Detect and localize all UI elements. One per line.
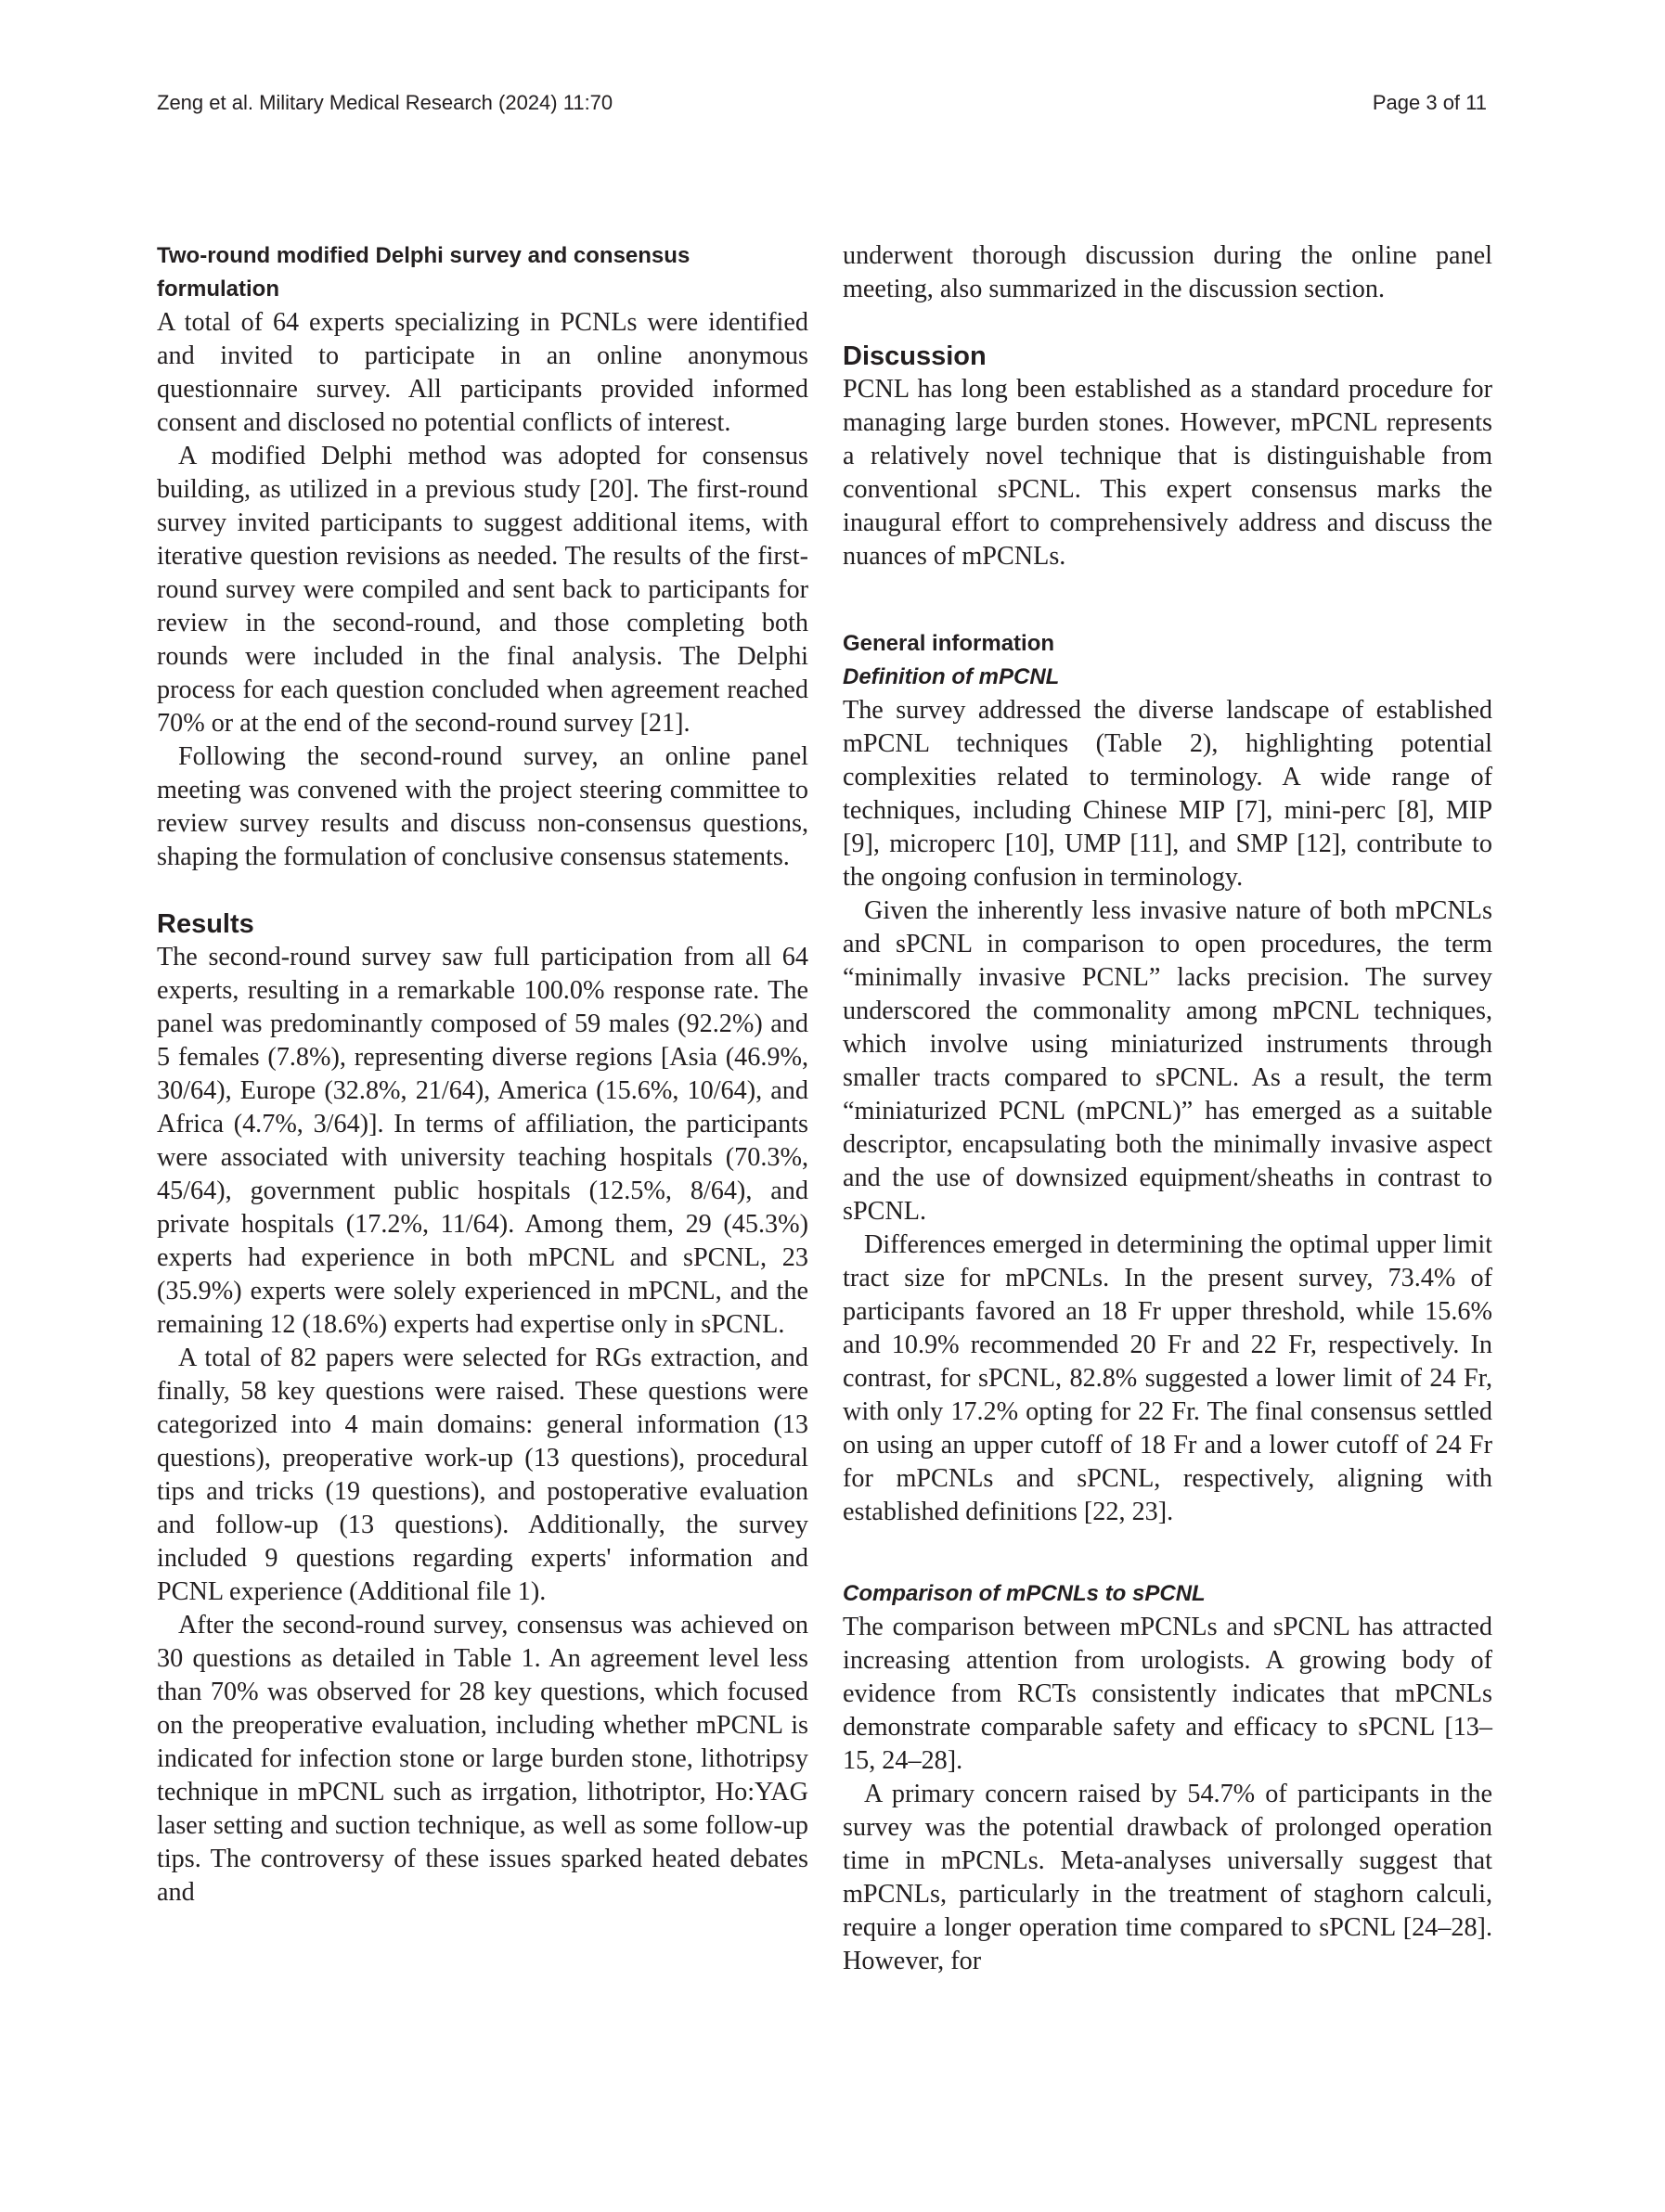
results-heading: Results (157, 909, 254, 939)
results-paragraph-3: After the second-round survey, consensus was achieved on 30 questions as detailed in Table 1. An agreement level less than 70% was observed for 28 key questions, which focused on the preoperative evaluation, including whether mPCNL is indicated for infection stone or large burden stone, lithotripsy technique in mPCNL such as irrgation, lithotriptor, Ho:YAG laser setting and suction technique, as well as some follow-up tips. The controversy of these issues sparked heated debates and (157, 1611, 808, 1907)
results-paragraph-1: The second-round survey saw full participation from all 64 experts, resulting in a remarkable 100.0% response rate. The panel was predominantly composed of 59 males (92.2%) and 5 females (7.8%), representing diverse regions [Asia (46.9%, 30/64), Europe (32.8%, 21/64), America (15.6%, 10/64), and Africa (4.7%, 3/64)]. In terms of affiliation, the participants were associated with university teaching hospitals (70.3%, 45/64), government public hospitals (12.5%, 8/64), and private hospitals (17.2%, 11/64). Among them, 29 (45.3%) experts had experience in both mPCNL and sPCNL, 23 (35.9%) experts were solely experienced in mPCNL, and the remaining 12 (18.6%) experts had expertise only in sPCNL. (157, 943, 808, 1339)
delphi-paragraph-2: A modified Delphi method was adopted for consensus building, as utilized in a previous study [20]. The first-round survey invited participants to suggest additional items, with iterative question revisions as needed. The results of the first-round survey were compiled and sent back to participants for review in the second-round, and those completing both rounds were included in the final analysis. The Delphi process for each question concluded when agreement reached 70% or at the end of the second-round survey [21]. (157, 442, 808, 738)
definition-paragraph-1: The survey addressed the diverse landscape of established mPCNL techniques (Table 2), highlighting potential complexities related to terminology. A wide range of techniques, including Chinese MIP [7], mini-perc [8], MIP [9], microperc [10], UMP [11], and SMP [12], contribute to the ongoing confusion in terminology. (843, 696, 1492, 892)
comparison-paragraph-2: A primary concern raised by 54.7% of participants in the survey was the potential drawback of prolonged operation time in mPCNLs. Meta-analyses universally suggest that mPCNLs, particularly in the treatment of staghorn calculi, require a longer operation time compared to sPCNL [24–28]. However, for (843, 1780, 1492, 1975)
definition-paragraph-2: Given the inherently less invasive nature of both mPCNLs and sPCNL in comparison to open procedures, the term “minimally invasive PCNL” lacks precision. The survey underscored the commonality among mPCNL techniques, which involve using miniaturized instruments through smaller tracts compared to sPCNL. As a result, the term “miniaturized PCNL (mPCNL)” has emerged as a suitable descriptor, encapsulating both the minimally invasive aspect and the use of downsized equipment/sheaths in contrast to sPCNL. (843, 896, 1492, 1226)
results-continuation-paragraph: underwent thorough discussion during the online panel meeting, also summarized in the discussion section. (843, 241, 1492, 303)
running-head-page-number: Page 3 of 11 (1372, 91, 1487, 114)
results-paragraph-2: A total of 82 papers were selected for RGs extraction, and finally, 58 key questions were raised. These questions were categorized into 4 main domains: general information (13 questions), preoperative work-up (13 questions), procedural tips and tricks (19 questions), and postoperative evaluation and follow-up (13 questions). Additionally, the survey included 9 questions regarding experts' information and PCNL experience (Additional file 1). (157, 1344, 808, 1606)
comparison-heading: Comparison of mPCNLs to sPCNL (843, 1581, 1206, 1606)
delphi-section-heading: Two-round modified Delphi survey and consensus formulation (157, 243, 691, 302)
definition-heading: Definition of mPCNL (843, 664, 1060, 689)
delphi-paragraph-3: Following the second-round survey, an online panel meeting was convened with the project steering committee to review survey results and discuss non-consensus questions, shaping the formulation of conclusive consensus statements. (157, 742, 808, 871)
delphi-paragraph-1: A total of 64 experts specializing in PCNLs were identified and invited to participate in an online anonymous questionnaire survey. All participants provided informed consent and disclosed no potential conflicts of interest. (157, 308, 808, 437)
discussion-heading: Discussion (843, 341, 987, 371)
comparison-paragraph-1: The comparison between mPCNLs and sPCNL has attracted increasing attention from urologists. A growing body of evidence from RCTs consistently indicates that mPCNLs demonstrate comparable safety and efficacy to sPCNL [13–15, 24–28]. (843, 1613, 1492, 1775)
discussion-paragraph-1: PCNL has long been established as a standard procedure for managing large burden stones. However, mPCNL represents a relatively novel technique that is distinguishable from conventional sPCNL. This expert consensus marks the inaugural effort to comprehensively address and discuss the nuances of mPCNLs. (843, 375, 1492, 571)
running-head-citation: Zeng et al. Military Medical Research (2024) 11:70 (157, 91, 613, 114)
right-column (843, 239, 1492, 1978)
definition-paragraph-3: Differences emerged in determining the optimal upper limit tract size for mPCNLs. In the present survey, 73.4% of participants favored an 18 Fr upper threshold, while 15.6% and 10.9% recommended 20 Fr and 22 Fr, respectively. In contrast, for sPCNL, 82.8% suggested a lower limit of 24 Fr, with only 17.2% opting for 22 Fr. The final consensus settled on using an upper cutoff of 18 Fr and a lower cutoff of 24 Fr for mPCNLs and sPCNL, respectively, aligning with established definitions [22, 23]. (843, 1230, 1492, 1526)
general-information-heading: General information (843, 631, 1055, 656)
left-column (157, 239, 808, 1910)
